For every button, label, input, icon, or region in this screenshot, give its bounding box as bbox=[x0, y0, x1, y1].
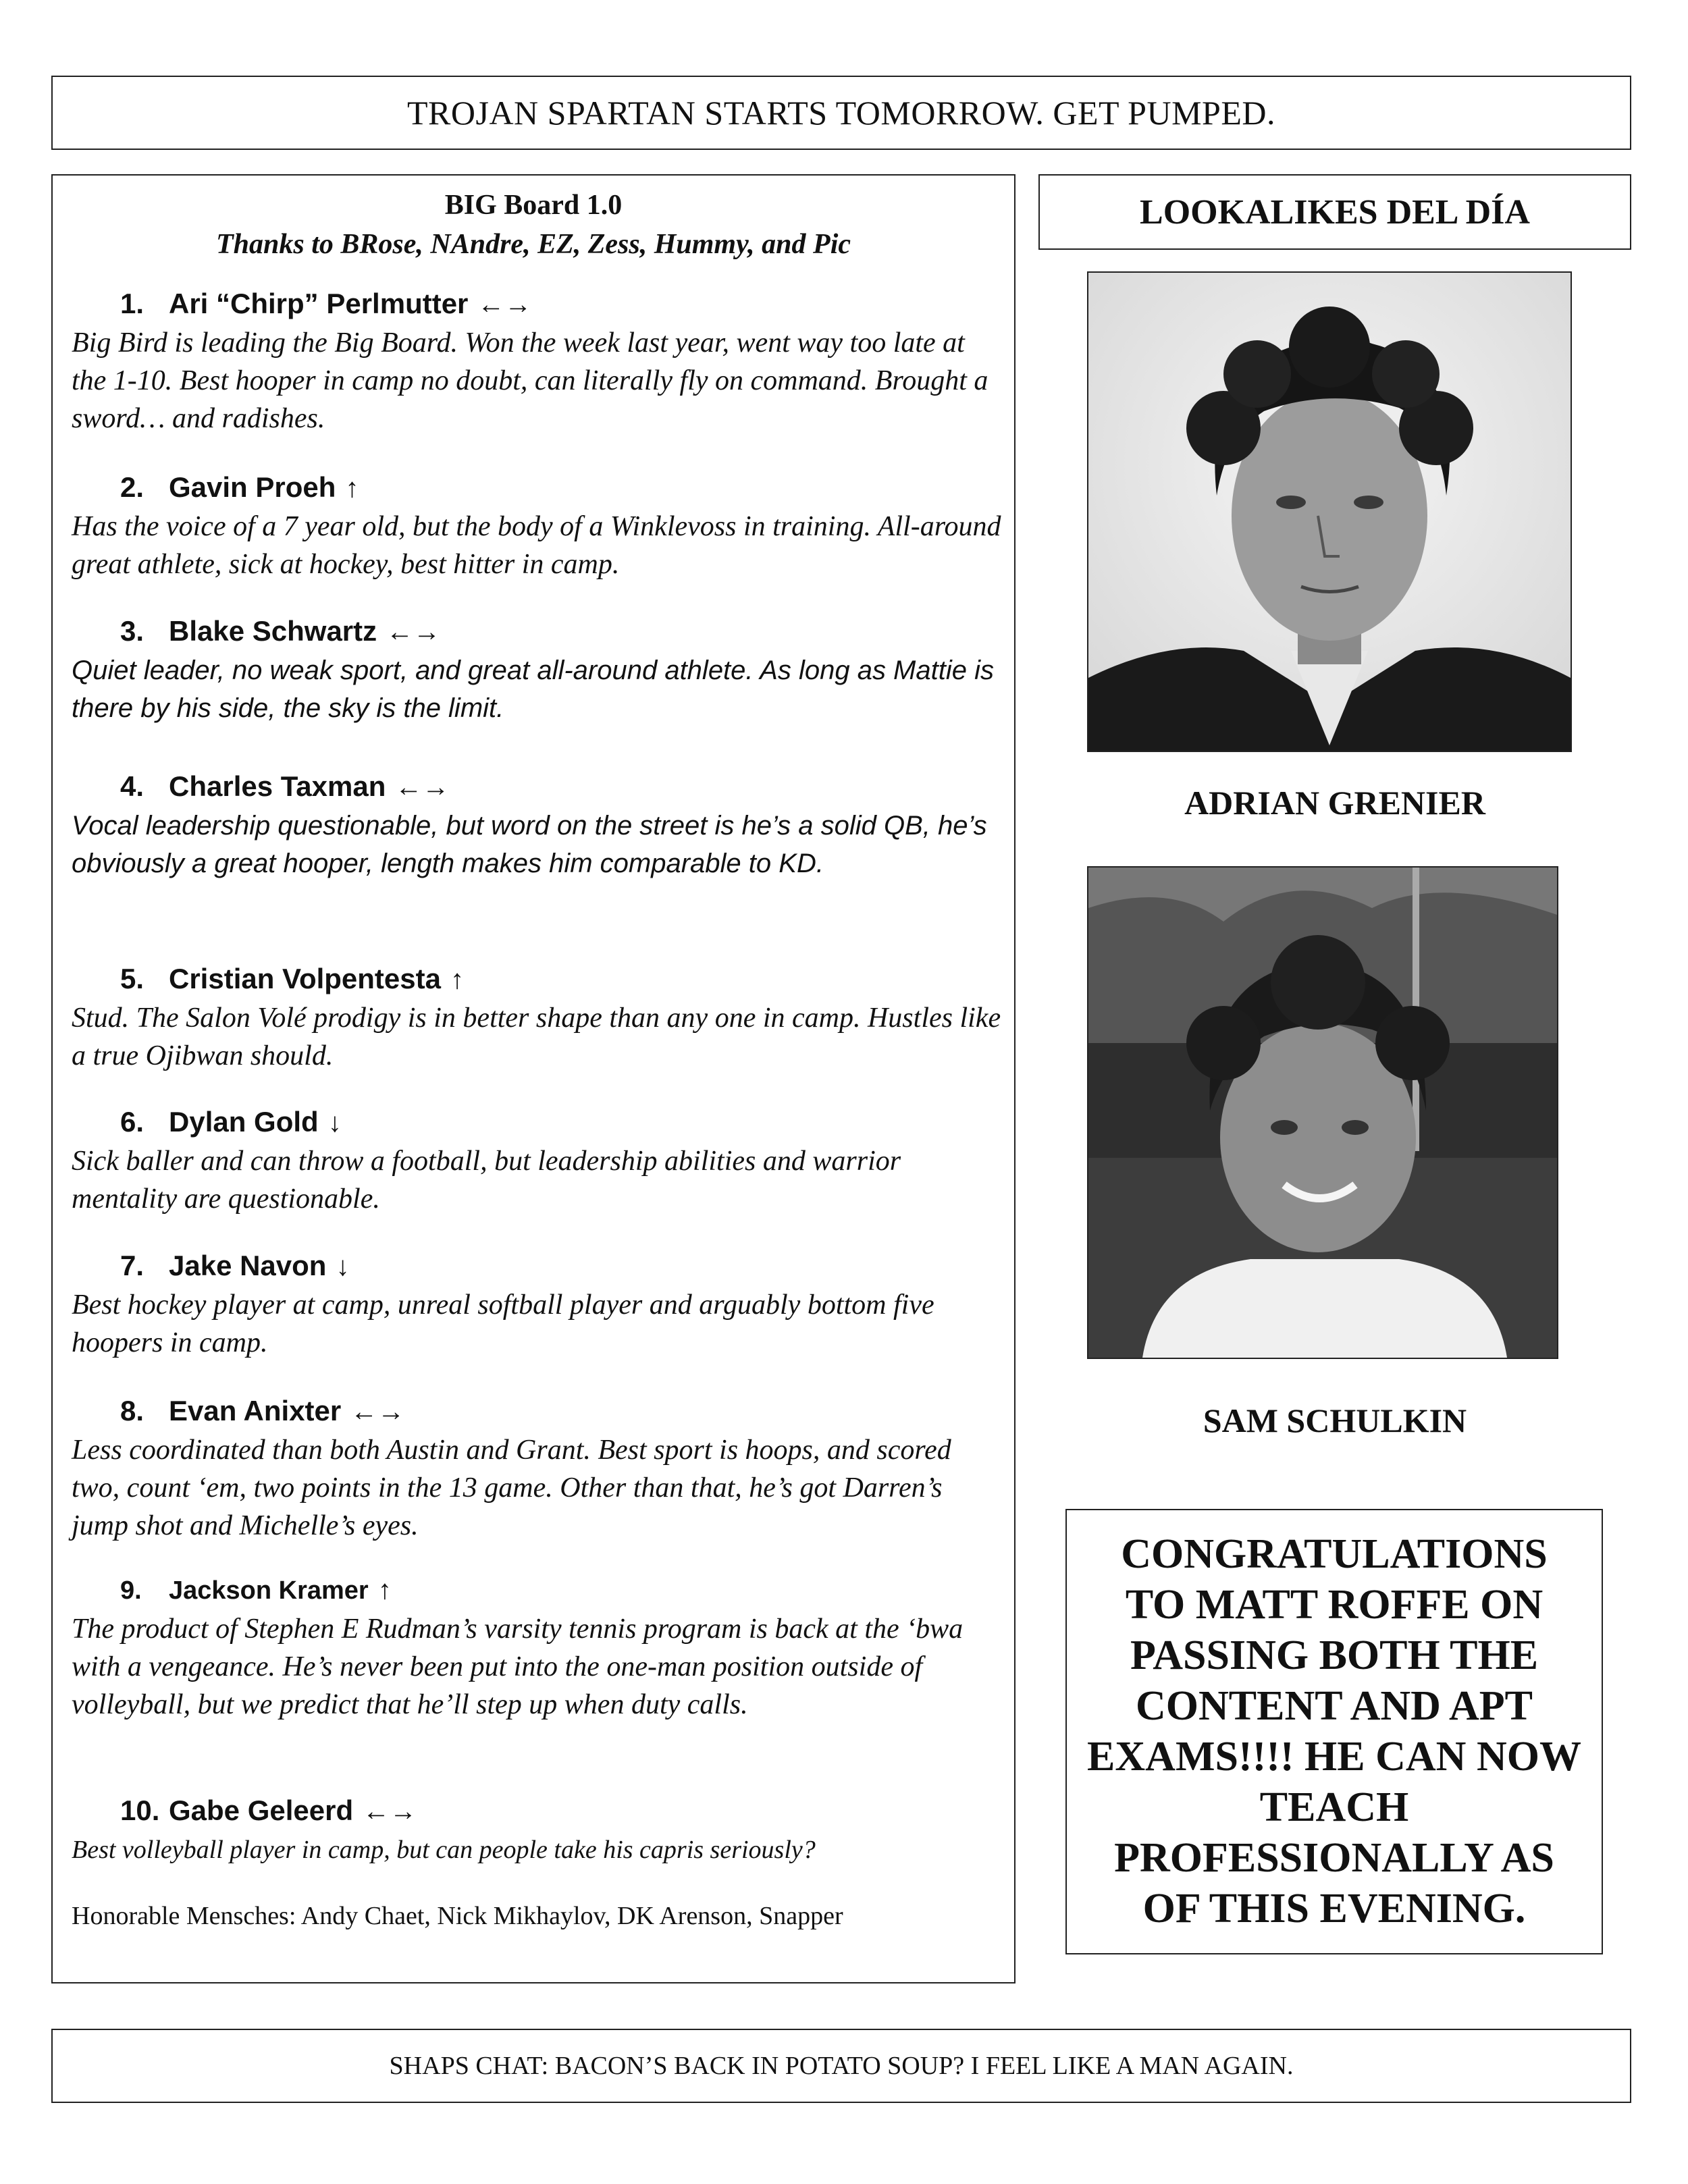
congratulations-box: CONGRATULATIONS TO MATT ROFFE ON PASSING BOTH THE CONTENT AND APT EXAMS!!!! HE CAN NOW TEACH PROFESSIONALLY AS OF THIS EVENING. bbox=[1065, 1509, 1603, 1954]
lookalikes-title: LOOKALIKES DEL DÍA bbox=[1038, 174, 1631, 250]
entry-description: Vocal leadership questionable, but word on the street is he’s a solid QB, he’s obviously a great hooper, length makes him comparable to KD. bbox=[72, 811, 987, 878]
entry-description: Big Bird is leading the Big Board. Won the week last year, went way too late at the 1-10. Best hooper in camp no doubt, can literally fly on command. Brought a sword… and radishes. bbox=[72, 327, 988, 434]
entry-description: Quiet leader, no weak sport, and great all-around athlete. As long as Mattie is there by his side, the sky is the limit. bbox=[72, 656, 994, 723]
board-entry-10 bbox=[72, 1790, 1003, 1869]
lookalike-caption-2: SAM SCHULKIN bbox=[1203, 1402, 1467, 1439]
entry-name: Gabe Geleerd bbox=[169, 1794, 354, 1826]
left-right-arrow-icon: ←→ bbox=[386, 617, 441, 647]
entry-number: 5. bbox=[120, 963, 144, 994]
entry-number: 3. bbox=[120, 615, 144, 647]
board-entry-2 bbox=[72, 467, 1003, 583]
entry-description: Less coordinated than both Austin and Grant. Best sport is hoops, and scored two, count ‘em, two points in the 13 game. Other than that, he’s got Darren’s jump shot and Michelle’s eyes. bbox=[72, 1435, 951, 1541]
entry-name: Ari “Chirp” Perlmutter bbox=[169, 288, 469, 319]
entry-number: 1. bbox=[120, 288, 144, 319]
entry-name: Cristian Volpentesta bbox=[169, 963, 441, 994]
board-entry-3 bbox=[72, 611, 1003, 727]
lookalike-caption-1: ADRIAN GRENIER bbox=[1184, 784, 1485, 822]
down-arrow-icon: ↓ bbox=[327, 1108, 342, 1138]
left-right-arrow-icon: ←→ bbox=[363, 1796, 417, 1826]
board-entry-7 bbox=[72, 1246, 1003, 1362]
entry-number: 2. bbox=[120, 471, 144, 503]
board-entry-4 bbox=[72, 766, 1003, 882]
entry-name: Blake Schwartz bbox=[169, 615, 377, 647]
lookalike-photo-1 bbox=[1087, 271, 1572, 752]
entry-name: Jackson Kramer bbox=[169, 1576, 369, 1605]
entry-number: 6. bbox=[120, 1106, 144, 1138]
up-arrow-icon: ↑ bbox=[450, 965, 464, 994]
portrait-placeholder-icon bbox=[1088, 273, 1571, 751]
honorable-mentions: Honorable Mensches: Andy Chaet, Nick Mikhaylov, DK Arenson, Snapper bbox=[72, 1902, 843, 1930]
entry-number: 7. bbox=[120, 1250, 144, 1281]
entry-name: Gavin Proeh bbox=[169, 471, 336, 503]
entry-name: Charles Taxman bbox=[169, 770, 386, 802]
entry-number: 10. bbox=[120, 1794, 160, 1826]
entry-description: Best hockey player at camp, unreal softball player and arguably bottom five hoopers in camp. bbox=[72, 1289, 934, 1358]
entry-number: 8. bbox=[120, 1395, 144, 1427]
board-entry-5 bbox=[72, 959, 1003, 1075]
entry-description: Sick baller and can throw a football, but leadership abilities and warrior mentality are questionable. bbox=[72, 1146, 901, 1215]
entry-number: 9. bbox=[120, 1576, 142, 1605]
portrait-placeholder-icon bbox=[1088, 868, 1557, 1358]
left-right-arrow-icon: ←→ bbox=[477, 290, 532, 319]
board-entry-1 bbox=[72, 284, 1003, 437]
board-subtitle: Thanks to BRose, NAndre, EZ, Zess, Hummy, and Pic bbox=[215, 229, 851, 260]
board-entry-6 bbox=[72, 1102, 1003, 1218]
entry-description: Has the voice of a 7 year old, but the body of a Winklevoss in training. All-around great athlete, sick at hockey, best hitter in camp. bbox=[72, 511, 1001, 580]
board-title: BIG Board 1.0 bbox=[444, 190, 623, 221]
lookalike-photo-2 bbox=[1087, 866, 1558, 1359]
entry-name: Jake Navon bbox=[169, 1250, 327, 1281]
up-arrow-icon: ↑ bbox=[345, 473, 359, 503]
entry-name: Dylan Gold bbox=[169, 1106, 319, 1138]
footer-banner: SHAPS CHAT: BACON’S BACK IN POTATO SOUP? I FEEL LIKE A MAN AGAIN. bbox=[51, 2029, 1631, 2103]
big-board bbox=[51, 174, 1016, 1983]
entry-number: 4. bbox=[120, 770, 144, 802]
entry-name: Evan Anixter bbox=[169, 1395, 342, 1427]
entry-description: The product of Stephen E Rudman’s varsity tennis program is back at the ‘bwa with a vengeance. He’s never been put into the one-man position outside of volleyball, but we predict that he’ll step up when duty calls. bbox=[72, 1614, 964, 1720]
left-right-arrow-icon: ←→ bbox=[395, 772, 450, 802]
down-arrow-icon: ↓ bbox=[336, 1252, 350, 1281]
up-arrow-icon: ↑ bbox=[377, 1575, 392, 1605]
entry-description: Best volleyball player in camp, but can people take his capris seriously? bbox=[72, 1836, 816, 1864]
header-banner: TROJAN SPARTAN STARTS TOMORROW. GET PUMPED. bbox=[51, 76, 1631, 150]
board-entry-8 bbox=[72, 1391, 1003, 1545]
entry-description: Stud. The Salon Volé prodigy is in better shape than any one in camp. Hustles like a true Ojibwan should. bbox=[72, 1003, 1001, 1071]
board-entry-9 bbox=[72, 1570, 1003, 1724]
left-right-arrow-icon: ←→ bbox=[350, 1397, 405, 1427]
